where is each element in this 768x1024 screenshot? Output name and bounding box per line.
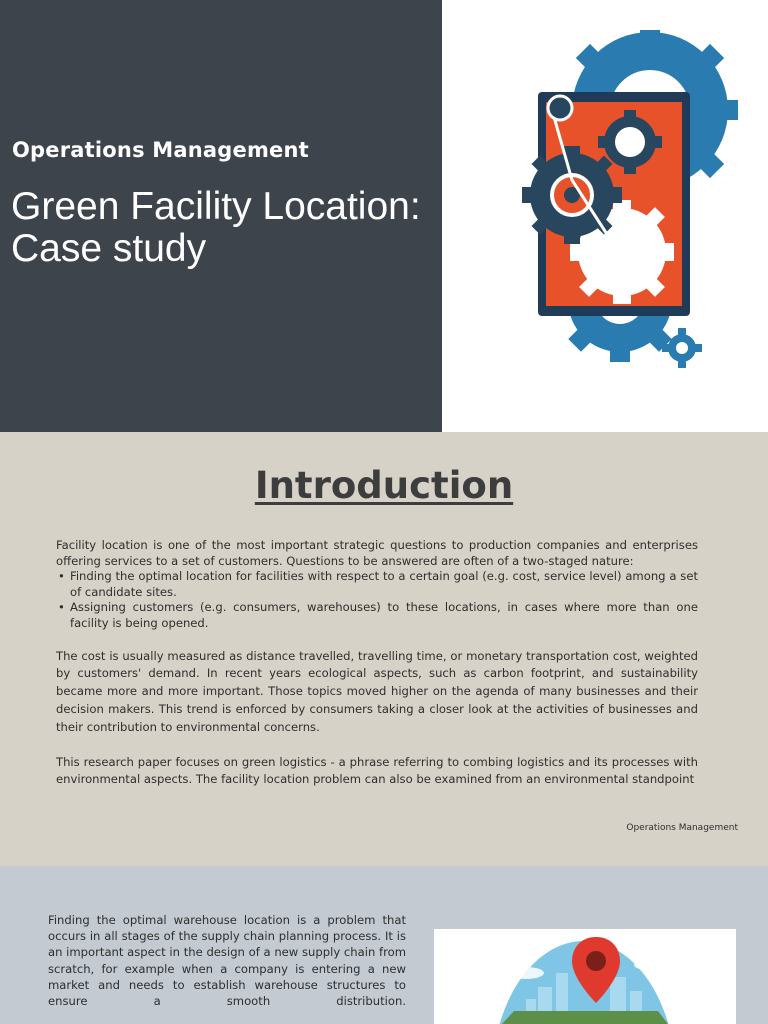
slide-title	[0, 0, 768, 432]
gears-tablet-icon	[500, 30, 760, 380]
tiny-gear-shape	[662, 328, 702, 368]
introduction-body	[56, 538, 698, 789]
slide-footer: Operations Management	[626, 823, 738, 833]
map-pin-city-icon	[434, 929, 736, 1024]
slide-warehouse	[0, 866, 768, 1024]
slide-title-text: Green Facility Location: Case study	[11, 185, 421, 270]
slide-introduction	[0, 432, 768, 866]
left-dark-gear-shape	[522, 146, 622, 244]
cost-paragraph: The cost is usually measured as distance travelled, travelling time, or monetary transportation cost, weighted by customers' demand. In recent years ecological aspects, such as carbon footprint, and sustainability became more and more important. Those topics moved higher on the agenda of many businesses and their decision makers. This trend is enforced by consumers taking a closer look at the activities of businesses and their contribution to environmental concerns.	[56, 648, 698, 734]
introduction-heading: Introduction	[254, 464, 514, 507]
warehouse-paragraph: Finding the optimal warehouse location is a problem that occurs in all stages of the supply chain planning process. It is an important aspect in the design of a new supply chain from scratch, for example when a company is entering a new market and needs to establish warehouse structures to ensure a smooth distribution.	[48, 913, 406, 1009]
research-paragraph: This research paper focuses on green logistics - a phrase referring to combing logistics and its processes with environmental aspects. The facility location problem can also be examined from an environmental standpoint	[56, 754, 698, 787]
intro-bullet-list	[56, 569, 698, 631]
list-item: • Assigning customers (e.g. consumers, warehouses) to these locations, in cases where more than one facility is being opened.	[56, 600, 698, 631]
course-subtitle: Operations Management	[12, 138, 309, 162]
intro-paragraph: Facility location is one of the most important strategic questions to production companies and enterprises offering services to a set of customers. Questions to be answered are often of a two-staged nature:	[56, 538, 698, 568]
title-panel	[0, 0, 442, 432]
list-item: • Finding the optimal location for facilities with respect to a certain goal (e.g. cost, service level) among a set of candidate sites.	[56, 569, 698, 600]
